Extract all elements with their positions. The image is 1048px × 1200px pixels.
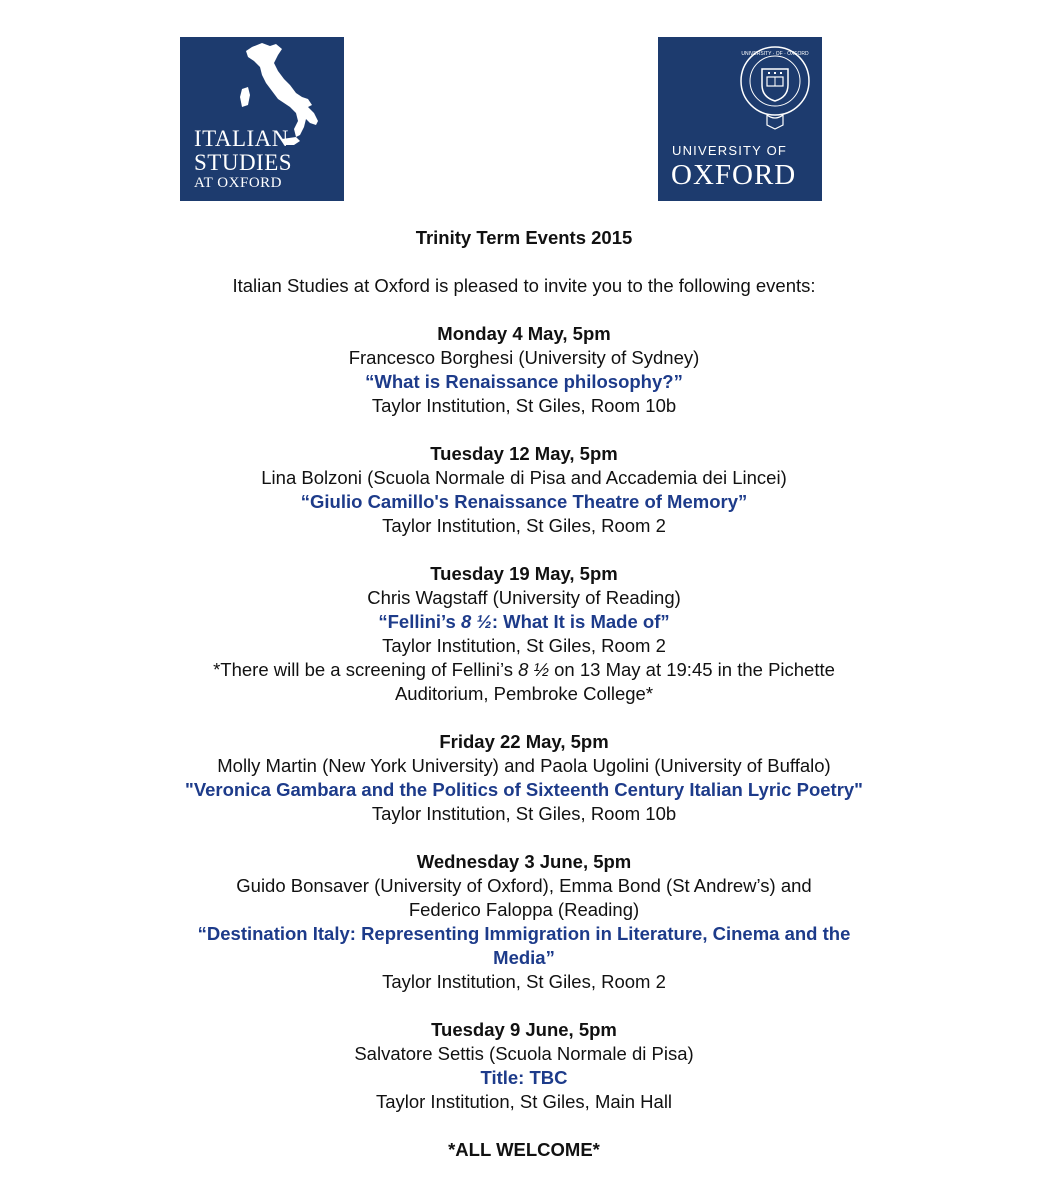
- event-speaker: Molly Martin (New York University) and Paola Ugolini (University of Buffalo): [217, 755, 831, 776]
- logo-line-italian: ITALIAN: [194, 126, 289, 151]
- event-item: [0, 850, 1048, 994]
- event-speaker: Guido Bonsaver (University of Oxford), Emma Bond (St Andrew’s) and: [236, 875, 812, 896]
- crest-ring-text: UNIVERSITY · OF · OXFORD: [741, 51, 809, 57]
- event-title-film: 8 ½: [460, 611, 492, 632]
- italian-studies-logo: [180, 37, 344, 201]
- event-item: [0, 1018, 1048, 1114]
- university-of-oxford-logo: [658, 37, 822, 201]
- event-venue: Taylor Institution, St Giles, Room 10b: [371, 395, 677, 416]
- logo-line-at-oxford: AT OXFORD: [194, 175, 282, 191]
- event-date: Friday 22 May, 5pm: [439, 731, 609, 752]
- event-title: “Destination Italy: Representing Immigration in Literature, Cinema and the Media”: [197, 923, 851, 968]
- event-title: “What is Renaissance philosophy?”: [365, 371, 683, 392]
- event-date: Tuesday 9 June, 5pm: [431, 1019, 617, 1040]
- event-note: [174, 658, 874, 706]
- event-speaker: Francesco Borghesi (University of Sydney): [348, 347, 700, 368]
- event-note-pre: *There will be a screening of Fellini’s: [213, 659, 519, 680]
- event-title: [0, 610, 1048, 634]
- oxford-crest-icon: [737, 43, 813, 131]
- event-title: Title: TBC: [480, 1067, 568, 1088]
- event-date: Tuesday 12 May, 5pm: [430, 443, 618, 464]
- italian-studies-wordmark: [194, 127, 292, 191]
- event-item: [0, 322, 1048, 418]
- event-note-post: on 13 May at 19:45 in the Pichette Auditorium, Pembroke College*: [394, 659, 835, 704]
- event-date: Wednesday 3 June, 5pm: [416, 851, 632, 872]
- events-content: [0, 226, 1048, 1162]
- logo-oxford-word: OXFORD: [671, 159, 797, 191]
- event-venue: Taylor Institution, St Giles, Room 2: [382, 515, 666, 536]
- event-venue: Taylor Institution, St Giles, Main Hall: [375, 1091, 673, 1112]
- logo-line-studies: STUDIES: [194, 150, 293, 175]
- event-speaker: Chris Wagstaff (University of Reading): [367, 587, 681, 608]
- event-speaker: Federico Faloppa (Reading): [408, 899, 640, 920]
- event-item: [0, 730, 1048, 826]
- event-title: “Giulio Camillo's Renaissance Theatre of Memory”: [300, 491, 748, 512]
- event-item: [0, 562, 1048, 706]
- event-date: Tuesday 19 May, 5pm: [430, 563, 618, 584]
- event-title-post: : What It is Made of”: [491, 611, 670, 632]
- event-venue: Taylor Institution, St Giles, Room 2: [382, 635, 666, 656]
- logo-university-of: UNIVERSITY OF: [672, 143, 788, 158]
- event-venue: Taylor Institution, St Giles, Room 2: [382, 971, 666, 992]
- event-note-film: 8 ½: [518, 659, 549, 680]
- all-welcome-text: *ALL WELCOME*: [448, 1139, 600, 1160]
- event-title: "Veronica Gambara and the Politics of Sixteenth Century Italian Lyric Poetry": [185, 779, 863, 800]
- page-title: Trinity Term Events 2015: [415, 227, 633, 248]
- event-item: [0, 442, 1048, 538]
- event-speaker: Salvatore Settis (Scuola Normale di Pisa): [354, 1043, 694, 1064]
- event-title-pre: “Fellini’s: [378, 611, 461, 632]
- event-speaker: Lina Bolzoni (Scuola Normale di Pisa and Accademia dei Lincei): [261, 467, 787, 488]
- event-venue: Taylor Institution, St Giles, Room 10b: [371, 803, 677, 824]
- intro-text: Italian Studies at Oxford is pleased to invite you to the following events:: [232, 275, 816, 296]
- event-date: Monday 4 May, 5pm: [437, 323, 611, 344]
